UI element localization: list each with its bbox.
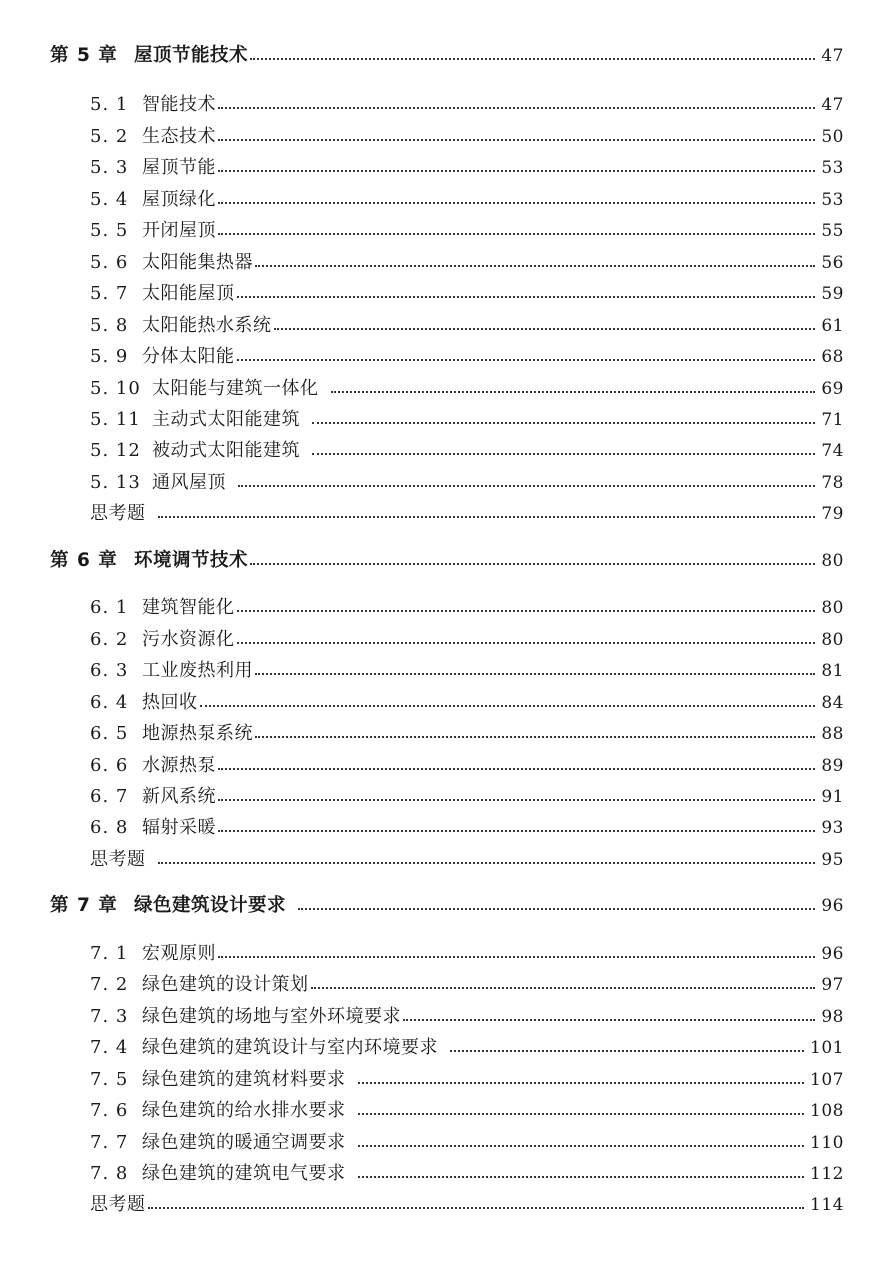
toc-entry[interactable]: [90, 123, 844, 151]
toc-entry[interactable]: [90, 1160, 844, 1188]
section-number: 5. 7: [90, 283, 129, 304]
chapter-number: 第 7 章: [50, 895, 118, 916]
dot-leader: [218, 830, 815, 832]
dot-leader: [237, 296, 816, 298]
dot-leader: [218, 233, 815, 235]
page-number: 80: [821, 598, 844, 618]
page-number: 88: [821, 724, 844, 744]
toc-entry[interactable]: [90, 91, 844, 119]
section-number: 5. 1: [90, 94, 129, 115]
page-number: 69: [821, 379, 844, 399]
section-number: 5. 11: [90, 409, 141, 430]
dot-leader: [237, 642, 816, 644]
toc-entry[interactable]: [90, 1097, 844, 1125]
toc-chapter-6[interactable]: [50, 547, 844, 575]
page-number: 79: [821, 504, 844, 524]
section-title: 屋顶绿化: [142, 189, 216, 210]
dot-leader: [218, 170, 815, 172]
dot-leader: [218, 107, 815, 109]
section-number: 5. 10: [90, 378, 141, 399]
dot-leader: [218, 768, 815, 770]
chapter-title: 屋顶节能技术: [134, 45, 249, 66]
section-number: 5. 8: [90, 315, 129, 336]
section-number: 5. 6: [90, 252, 129, 273]
section-title: 思考题: [90, 849, 146, 870]
toc-entry[interactable]: [90, 971, 844, 999]
toc-entry[interactable]: [90, 154, 844, 182]
section-number: 5. 4: [90, 189, 129, 210]
dot-leader: [403, 1019, 815, 1021]
page-number: 53: [821, 190, 844, 210]
section-number: 6. 7: [90, 786, 129, 807]
section-number: 6. 6: [90, 755, 129, 776]
toc-entry[interactable]: [90, 1034, 844, 1062]
section-title: 开闭屋顶: [142, 220, 216, 241]
page-number: 55: [821, 221, 844, 241]
section-title: 智能技术: [142, 94, 216, 115]
section-title: 主动式太阳能建筑: [152, 409, 300, 430]
section-title: 地源热泵系统: [142, 723, 253, 744]
toc-entry[interactable]: [90, 940, 844, 968]
section-number: 5. 5: [90, 220, 129, 241]
page-number: 96: [821, 944, 844, 964]
dot-leader: [250, 58, 815, 60]
section-number: 6. 5: [90, 723, 129, 744]
toc-entry[interactable]: [90, 720, 844, 748]
dot-leader: [218, 202, 815, 204]
toc-entry-exercises[interactable]: [90, 500, 844, 528]
toc-entry[interactable]: [90, 280, 844, 308]
page-number: 53: [821, 158, 844, 178]
dot-leader: [237, 610, 816, 612]
dot-leader: [312, 422, 815, 424]
toc-entry[interactable]: [90, 1003, 844, 1031]
dot-leader: [358, 1145, 805, 1147]
toc-entry[interactable]: [90, 469, 844, 497]
section-title: 太阳能与建筑一体化: [152, 378, 319, 399]
section-number: 7. 3: [90, 1006, 129, 1027]
section-title: 污水资源化: [142, 629, 235, 650]
dot-leader: [358, 1082, 805, 1084]
toc-entry[interactable]: [90, 1129, 844, 1157]
section-title: 生态技术: [142, 126, 216, 147]
page-number: 56: [821, 253, 844, 273]
dot-leader: [218, 956, 815, 958]
dot-leader: [158, 862, 816, 864]
toc-entry-exercises[interactable]: [90, 846, 844, 874]
dot-leader: [200, 705, 816, 707]
page-number: 101: [810, 1038, 844, 1058]
page-number: 47: [821, 46, 844, 66]
section-title: 宏观原则: [142, 943, 216, 964]
toc-entry[interactable]: [90, 186, 844, 214]
page-number: 47: [821, 95, 844, 115]
page-number: 91: [821, 787, 844, 807]
dot-leader: [331, 391, 816, 393]
section-number: 6. 3: [90, 660, 129, 681]
page-number: 108: [810, 1101, 844, 1121]
section-title: 被动式太阳能建筑: [152, 440, 300, 461]
dot-leader: [250, 563, 815, 565]
section-title: 绿色建筑的建筑材料要求: [142, 1069, 346, 1090]
section-title: 绿色建筑的建筑设计与室内环境要求: [142, 1037, 438, 1058]
toc-entry[interactable]: [90, 375, 844, 403]
dot-leader: [358, 1176, 805, 1178]
page-number: 97: [821, 975, 844, 995]
toc-entry[interactable]: [90, 312, 844, 340]
section-title: 屋顶节能: [142, 157, 216, 178]
toc-entry[interactable]: [90, 217, 844, 245]
page-number: 95: [821, 850, 844, 870]
dot-leader: [450, 1050, 804, 1052]
page-number: 61: [821, 316, 844, 336]
dot-leader: [158, 516, 816, 518]
section-title: 通风屋顶: [152, 472, 226, 493]
page-number: 50: [821, 127, 844, 147]
page-number: 114: [810, 1195, 844, 1215]
dot-leader: [312, 453, 815, 455]
toc-entry[interactable]: [90, 689, 844, 717]
toc-chapter-5[interactable]: [50, 42, 844, 70]
chapter-title: 环境调节技术: [134, 550, 249, 571]
section-title: 太阳能热水系统: [142, 315, 272, 336]
toc-entry[interactable]: [90, 249, 844, 277]
toc-entry[interactable]: [90, 437, 844, 465]
section-number: 6. 1: [90, 597, 129, 618]
page-number: 68: [821, 347, 844, 367]
section-title: 工业废热利用: [142, 660, 253, 681]
section-number: 7. 6: [90, 1100, 129, 1121]
section-number: 7. 4: [90, 1037, 129, 1058]
section-title: 新风系统: [142, 786, 216, 807]
dot-leader: [148, 1207, 805, 1209]
dot-leader: [255, 673, 815, 675]
toc-entry[interactable]: [90, 1066, 844, 1094]
section-title: 建筑智能化: [142, 597, 235, 618]
toc-entry[interactable]: [90, 783, 844, 811]
section-number: 5. 9: [90, 346, 129, 367]
section-title: 太阳能集热器: [142, 252, 253, 273]
section-number: 5. 13: [90, 472, 141, 493]
page-number: 59: [821, 284, 844, 304]
section-number: 7. 8: [90, 1163, 129, 1184]
section-number: 6. 2: [90, 629, 129, 650]
page-number: 107: [810, 1070, 844, 1090]
page-number: 84: [821, 693, 844, 713]
page-number: 96: [821, 896, 844, 916]
section-title: 热回收: [142, 692, 198, 713]
dot-leader: [238, 485, 815, 487]
section-title: 辐射采暖: [142, 817, 216, 838]
section-number: 7. 1: [90, 943, 129, 964]
chapter-title: 绿色建筑设计要求: [134, 895, 287, 916]
dot-leader: [358, 1113, 805, 1115]
page-number: 80: [821, 551, 844, 571]
toc-entry[interactable]: [90, 626, 844, 654]
page-number: 78: [821, 473, 844, 493]
dot-leader: [218, 139, 815, 141]
dot-leader: [255, 736, 815, 738]
page-number: 81: [821, 661, 844, 681]
section-number: 5. 2: [90, 126, 129, 147]
section-title: 绿色建筑的暖通空调要求: [142, 1132, 346, 1153]
toc-entry-exercises[interactable]: [90, 1191, 844, 1219]
page-number: 80: [821, 630, 844, 650]
page-number: 89: [821, 756, 844, 776]
toc-entry[interactable]: [90, 594, 844, 622]
section-number: 7. 7: [90, 1132, 129, 1153]
section-title: 太阳能屋顶: [142, 283, 235, 304]
section-title: 绿色建筑的建筑电气要求: [142, 1163, 346, 1184]
dot-leader: [218, 799, 815, 801]
section-title: 水源热泵: [142, 755, 216, 776]
page-number: 98: [821, 1007, 844, 1027]
toc-entry[interactable]: [90, 343, 844, 371]
page-number: 110: [810, 1133, 844, 1153]
section-title: 绿色建筑的给水排水要求: [142, 1100, 346, 1121]
page-number: 71: [821, 410, 844, 430]
section-title: 绿色建筑的场地与室外环境要求: [142, 1006, 401, 1027]
page-number: 74: [821, 441, 844, 461]
section-number: 7. 2: [90, 974, 129, 995]
section-number: 6. 4: [90, 692, 129, 713]
dot-leader: [255, 265, 815, 267]
page-number: 93: [821, 818, 844, 838]
toc-entry[interactable]: [90, 752, 844, 780]
chapter-number: 第 6 章: [50, 550, 118, 571]
chapter-number: 第 5 章: [50, 45, 118, 66]
dot-leader: [298, 908, 815, 910]
dot-leader: [237, 359, 816, 361]
section-number: 7. 5: [90, 1069, 129, 1090]
toc-entry[interactable]: [90, 657, 844, 685]
toc-entry[interactable]: [90, 814, 844, 842]
section-number: 5. 3: [90, 157, 129, 178]
section-title: 思考题: [90, 503, 146, 524]
section-number: 6. 8: [90, 817, 129, 838]
section-title: 思考题: [90, 1194, 146, 1215]
dot-leader: [311, 987, 816, 989]
section-title: 绿色建筑的设计策划: [142, 974, 309, 995]
dot-leader: [274, 328, 816, 330]
page-number: 112: [810, 1164, 844, 1184]
section-title: 分体太阳能: [142, 346, 235, 367]
toc-entry[interactable]: [90, 406, 844, 434]
section-number: 5. 12: [90, 440, 141, 461]
toc-chapter-7[interactable]: [50, 892, 844, 920]
